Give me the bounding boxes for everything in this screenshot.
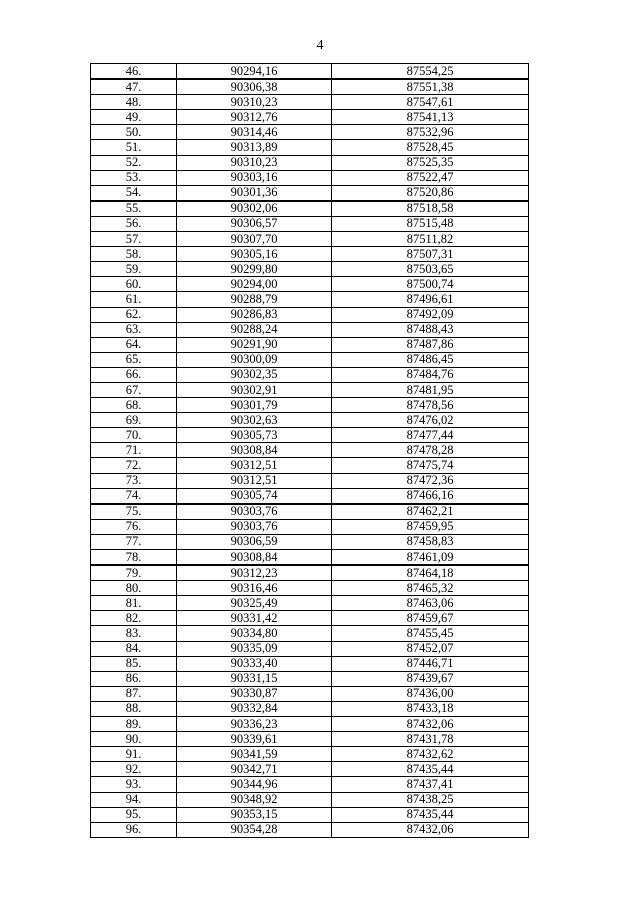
table-row (91, 95, 529, 110)
table-row (91, 701, 529, 716)
x-coordinate-cell: 90299,80 (177, 262, 332, 277)
table-row (91, 247, 529, 262)
table-row (91, 641, 529, 656)
y-coordinate-cell: 87432,06 (332, 822, 529, 837)
point-number-cell: 84. (91, 641, 177, 656)
x-coordinate-cell: 90330,87 (177, 686, 332, 701)
point-number-cell: 51. (91, 140, 177, 155)
point-number-cell: 70. (91, 428, 177, 443)
x-coordinate-cell: 90307,70 (177, 232, 332, 247)
x-coordinate-cell: 90312,23 (177, 565, 332, 581)
x-coordinate-cell: 90348,92 (177, 792, 332, 807)
y-coordinate-cell: 87459,67 (332, 611, 529, 626)
x-coordinate-cell: 90339,61 (177, 732, 332, 747)
table-row (91, 747, 529, 762)
x-coordinate-cell: 90303,16 (177, 170, 332, 185)
point-number-cell: 64. (91, 337, 177, 352)
point-number-cell: 66. (91, 367, 177, 382)
table-row (91, 807, 529, 822)
y-coordinate-cell: 87511,82 (332, 232, 529, 247)
point-number-cell: 83. (91, 626, 177, 641)
y-coordinate-cell: 87465,32 (332, 581, 529, 596)
x-coordinate-cell: 90291,90 (177, 337, 332, 352)
x-coordinate-cell: 90300,09 (177, 352, 332, 367)
y-coordinate-cell: 87500,74 (332, 277, 529, 292)
point-number-cell: 81. (91, 596, 177, 611)
x-coordinate-cell: 90288,24 (177, 322, 332, 337)
y-coordinate-cell: 87476,02 (332, 413, 529, 428)
x-coordinate-cell: 90303,76 (177, 519, 332, 534)
point-number-cell: 59. (91, 262, 177, 277)
y-coordinate-cell: 87507,31 (332, 247, 529, 262)
point-number-cell: 86. (91, 671, 177, 686)
y-coordinate-cell: 87551,38 (332, 79, 529, 95)
table-row (91, 565, 529, 581)
table-row (91, 488, 529, 504)
point-number-cell: 74. (91, 488, 177, 504)
x-coordinate-cell: 90333,40 (177, 656, 332, 671)
point-number-cell: 96. (91, 822, 177, 837)
page-number: 4 (316, 38, 324, 53)
y-coordinate-cell: 87446,71 (332, 656, 529, 671)
y-coordinate-cell: 87486,45 (332, 352, 529, 367)
x-coordinate-cell: 90288,79 (177, 292, 332, 307)
x-coordinate-cell: 90335,09 (177, 641, 332, 656)
x-coordinate-cell: 90332,84 (177, 701, 332, 716)
point-number-cell: 46. (91, 64, 177, 80)
x-coordinate-cell: 90294,00 (177, 277, 332, 292)
x-coordinate-cell: 90342,71 (177, 762, 332, 777)
y-coordinate-cell: 87554,25 (332, 64, 529, 80)
x-coordinate-cell: 90306,59 (177, 534, 332, 549)
x-coordinate-cell: 90308,84 (177, 550, 332, 566)
point-number-cell: 75. (91, 504, 177, 520)
table-row (91, 155, 529, 170)
table-row (91, 277, 529, 292)
table-row (91, 550, 529, 566)
point-number-cell: 56. (91, 216, 177, 231)
table-row (91, 337, 529, 352)
table-row (91, 611, 529, 626)
x-coordinate-cell: 90305,74 (177, 488, 332, 504)
point-number-cell: 65. (91, 352, 177, 367)
y-coordinate-cell: 87487,86 (332, 337, 529, 352)
y-coordinate-cell: 87525,35 (332, 155, 529, 170)
point-number-cell: 60. (91, 277, 177, 292)
table-row (91, 216, 529, 231)
y-coordinate-cell: 87433,18 (332, 701, 529, 716)
point-number-cell: 62. (91, 307, 177, 322)
table-row (91, 504, 529, 520)
y-coordinate-cell: 87478,28 (332, 443, 529, 458)
y-coordinate-cell: 87488,43 (332, 322, 529, 337)
x-coordinate-cell: 90344,96 (177, 777, 332, 792)
coordinates-table (90, 63, 529, 838)
point-number-cell: 90. (91, 732, 177, 747)
x-coordinate-cell: 90305,73 (177, 428, 332, 443)
y-coordinate-cell: 87477,44 (332, 428, 529, 443)
table-row (91, 473, 529, 488)
y-coordinate-cell: 87481,95 (332, 382, 529, 397)
point-number-cell: 52. (91, 155, 177, 170)
table-row (91, 732, 529, 747)
y-coordinate-cell: 87439,67 (332, 671, 529, 686)
table-row (91, 443, 529, 458)
table-row (91, 534, 529, 549)
table-row (91, 717, 529, 732)
point-number-cell: 61. (91, 292, 177, 307)
table-row (91, 307, 529, 322)
y-coordinate-cell: 87484,76 (332, 367, 529, 382)
x-coordinate-cell: 90312,51 (177, 473, 332, 488)
point-number-cell: 55. (91, 201, 177, 217)
y-coordinate-cell: 87492,09 (332, 307, 529, 322)
table-row (91, 762, 529, 777)
point-number-cell: 71. (91, 443, 177, 458)
table-row (91, 262, 529, 277)
table-row (91, 458, 529, 473)
table-row (91, 170, 529, 185)
point-number-cell: 47. (91, 79, 177, 95)
table-row (91, 382, 529, 397)
x-coordinate-cell: 90325,49 (177, 596, 332, 611)
y-coordinate-cell: 87475,74 (332, 458, 529, 473)
point-number-cell: 76. (91, 519, 177, 534)
table-row (91, 64, 529, 80)
y-coordinate-cell: 87532,96 (332, 125, 529, 140)
y-coordinate-cell: 87541,13 (332, 110, 529, 125)
x-coordinate-cell: 90316,46 (177, 581, 332, 596)
y-coordinate-cell: 87466,16 (332, 488, 529, 504)
y-coordinate-cell: 87458,83 (332, 534, 529, 549)
y-coordinate-cell: 87431,78 (332, 732, 529, 747)
point-number-cell: 89. (91, 717, 177, 732)
y-coordinate-cell: 87463,06 (332, 596, 529, 611)
y-coordinate-cell: 87432,62 (332, 747, 529, 762)
y-coordinate-cell: 87503,65 (332, 262, 529, 277)
table-row (91, 352, 529, 367)
table-row (91, 596, 529, 611)
point-number-cell: 87. (91, 686, 177, 701)
point-number-cell: 48. (91, 95, 177, 110)
x-coordinate-cell: 90354,28 (177, 822, 332, 837)
table-row (91, 822, 529, 837)
y-coordinate-cell: 87472,36 (332, 473, 529, 488)
table-row (91, 232, 529, 247)
y-coordinate-cell: 87520,86 (332, 185, 529, 201)
y-coordinate-cell: 87436,00 (332, 686, 529, 701)
table-row (91, 398, 529, 413)
y-coordinate-cell: 87464,18 (332, 565, 529, 581)
table-row (91, 79, 529, 95)
point-number-cell: 63. (91, 322, 177, 337)
x-coordinate-cell: 90294,16 (177, 64, 332, 80)
y-coordinate-cell: 87452,07 (332, 641, 529, 656)
point-number-cell: 57. (91, 232, 177, 247)
x-coordinate-cell: 90336,23 (177, 717, 332, 732)
y-coordinate-cell: 87459,95 (332, 519, 529, 534)
table-row (91, 428, 529, 443)
point-number-cell: 95. (91, 807, 177, 822)
x-coordinate-cell: 90353,15 (177, 807, 332, 822)
x-coordinate-cell: 90302,35 (177, 367, 332, 382)
y-coordinate-cell: 87518,58 (332, 201, 529, 217)
x-coordinate-cell: 90312,51 (177, 458, 332, 473)
table-row (91, 671, 529, 686)
table-row (91, 110, 529, 125)
x-coordinate-cell: 90302,63 (177, 413, 332, 428)
point-number-cell: 91. (91, 747, 177, 762)
table-row (91, 292, 529, 307)
table-row (91, 686, 529, 701)
point-number-cell: 68. (91, 398, 177, 413)
point-number-cell: 78. (91, 550, 177, 566)
x-coordinate-cell: 90305,16 (177, 247, 332, 262)
point-number-cell: 82. (91, 611, 177, 626)
table-row (91, 792, 529, 807)
y-coordinate-cell: 87547,61 (332, 95, 529, 110)
x-coordinate-cell: 90301,79 (177, 398, 332, 413)
point-number-cell: 49. (91, 110, 177, 125)
table-row (91, 413, 529, 428)
table-row (91, 777, 529, 792)
table-row (91, 367, 529, 382)
table-row (91, 185, 529, 201)
x-coordinate-cell: 90310,23 (177, 95, 332, 110)
table-row (91, 626, 529, 641)
y-coordinate-cell: 87462,21 (332, 504, 529, 520)
y-coordinate-cell: 87528,45 (332, 140, 529, 155)
point-number-cell: 58. (91, 247, 177, 262)
point-number-cell: 53. (91, 170, 177, 185)
x-coordinate-cell: 90303,76 (177, 504, 332, 520)
y-coordinate-cell: 87435,44 (332, 807, 529, 822)
x-coordinate-cell: 90312,76 (177, 110, 332, 125)
point-number-cell: 54. (91, 185, 177, 201)
y-coordinate-cell: 87461,09 (332, 550, 529, 566)
point-number-cell: 93. (91, 777, 177, 792)
table-row (91, 519, 529, 534)
x-coordinate-cell: 90341,59 (177, 747, 332, 762)
point-number-cell: 77. (91, 534, 177, 549)
x-coordinate-cell: 90331,42 (177, 611, 332, 626)
point-number-cell: 73. (91, 473, 177, 488)
point-number-cell: 94. (91, 792, 177, 807)
x-coordinate-cell: 90306,57 (177, 216, 332, 231)
point-number-cell: 67. (91, 382, 177, 397)
point-number-cell: 50. (91, 125, 177, 140)
x-coordinate-cell: 90308,84 (177, 443, 332, 458)
table-row (91, 140, 529, 155)
x-coordinate-cell: 90302,06 (177, 201, 332, 217)
x-coordinate-cell: 90313,89 (177, 140, 332, 155)
x-coordinate-cell: 90314,46 (177, 125, 332, 140)
point-number-cell: 79. (91, 565, 177, 581)
y-coordinate-cell: 87432,06 (332, 717, 529, 732)
x-coordinate-cell: 90331,15 (177, 671, 332, 686)
point-number-cell: 88. (91, 701, 177, 716)
point-number-cell: 85. (91, 656, 177, 671)
y-coordinate-cell: 87515,48 (332, 216, 529, 231)
x-coordinate-cell: 90301,36 (177, 185, 332, 201)
table-row (91, 581, 529, 596)
point-number-cell: 80. (91, 581, 177, 596)
y-coordinate-cell: 87435,44 (332, 762, 529, 777)
y-coordinate-cell: 87496,61 (332, 292, 529, 307)
point-number-cell: 92. (91, 762, 177, 777)
table-row (91, 322, 529, 337)
y-coordinate-cell: 87455,45 (332, 626, 529, 641)
table-row (91, 201, 529, 217)
y-coordinate-cell: 87437,41 (332, 777, 529, 792)
x-coordinate-cell: 90306,38 (177, 79, 332, 95)
point-number-cell: 72. (91, 458, 177, 473)
x-coordinate-cell: 90302,91 (177, 382, 332, 397)
x-coordinate-cell: 90286,83 (177, 307, 332, 322)
x-coordinate-cell: 90334,80 (177, 626, 332, 641)
x-coordinate-cell: 90310,23 (177, 155, 332, 170)
point-number-cell: 69. (91, 413, 177, 428)
table-row (91, 656, 529, 671)
y-coordinate-cell: 87438,25 (332, 792, 529, 807)
y-coordinate-cell: 87522,47 (332, 170, 529, 185)
coordinates-table-body (91, 64, 529, 838)
table-row (91, 125, 529, 140)
y-coordinate-cell: 87478,56 (332, 398, 529, 413)
